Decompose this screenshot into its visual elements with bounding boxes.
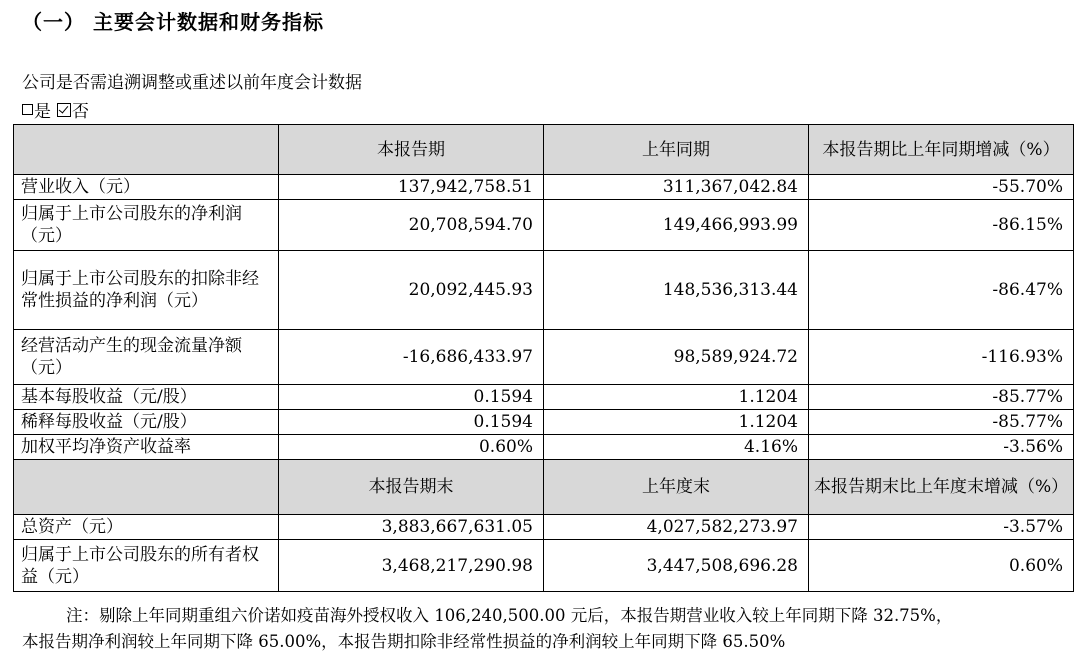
row-label: 经营活动产生的现金流量净额（元） <box>14 330 279 385</box>
row-label: 基本每股收益（元/股） <box>14 385 279 410</box>
row-label: 营业收入（元） <box>14 175 279 200</box>
current-value: 20,708,594.70 <box>279 200 544 251</box>
current-value: 20,092,445.93 <box>279 251 544 330</box>
current-value: 137,942,758.51 <box>279 175 544 200</box>
table-row <box>14 540 1074 592</box>
header-current-period: 本报告期 <box>279 125 544 175</box>
table-row <box>14 175 1074 200</box>
restatement-answer <box>22 97 89 122</box>
current-value: 3,883,667,631.05 <box>279 515 544 540</box>
current-value: 0.60% <box>279 435 544 460</box>
restatement-question: 公司是否需追溯调整或重述以前年度会计数据 <box>22 73 362 93</box>
table-row <box>14 435 1074 460</box>
header-prior-year-end: 上年度末 <box>544 460 809 515</box>
answer-no-label: 否 <box>72 102 89 122</box>
change-value: -85.77% <box>809 410 1074 435</box>
current-value: 0.1594 <box>279 410 544 435</box>
current-value: -16,686,433.97 <box>279 330 544 385</box>
checkbox-yes[interactable] <box>22 104 33 115</box>
header-blank <box>14 125 279 175</box>
row-label: 归属于上市公司股东的净利润（元） <box>14 200 279 251</box>
table-row <box>14 251 1074 330</box>
header-change-pct: 本报告期比上年同期增减（%） <box>809 125 1074 175</box>
row-label: 加权平均净资产收益率 <box>14 435 279 460</box>
footnote-line-1: 注：剔除上年同期重组六价诺如疫苗海外授权收入 106,240,500.00 元后，本报告期营业收入较上年同期下降 32.75%， <box>66 606 953 625</box>
previous-value: 1.1204 <box>544 410 809 435</box>
change-value: -85.77% <box>809 385 1074 410</box>
header-period-end: 本报告期末 <box>279 460 544 515</box>
change-value: -86.15% <box>809 200 1074 251</box>
row-label: 稀释每股收益（元/股） <box>14 410 279 435</box>
previous-value: 3,447,508,696.28 <box>544 540 809 592</box>
header-change-pct: 本报告期末比上年度末增减（%） <box>809 460 1074 515</box>
change-value: -86.47% <box>809 251 1074 330</box>
row-label: 归属于上市公司股东的所有者权益（元） <box>14 540 279 592</box>
financial-indicators-table <box>13 124 1074 592</box>
previous-value: 148,536,313.44 <box>544 251 809 330</box>
row-label: 总资产（元） <box>14 515 279 540</box>
previous-value: 4.16% <box>544 435 809 460</box>
table-row <box>14 385 1074 410</box>
answer-yes-label: 是 <box>34 102 51 122</box>
change-value: -3.56% <box>809 435 1074 460</box>
previous-value: 98,589,924.72 <box>544 330 809 385</box>
table1-header-row <box>14 125 1074 175</box>
previous-value: 4,027,582,273.97 <box>544 515 809 540</box>
current-value: 3,468,217,290.98 <box>279 540 544 592</box>
current-value: 0.1594 <box>279 385 544 410</box>
previous-value: 311,367,042.84 <box>544 175 809 200</box>
table-row <box>14 515 1074 540</box>
header-prior-period: 上年同期 <box>544 125 809 175</box>
table-row <box>14 330 1074 385</box>
change-value: -3.57% <box>809 515 1074 540</box>
table-row <box>14 410 1074 435</box>
header-blank <box>14 460 279 515</box>
row-label: 归属于上市公司股东的扣除非经常性损益的净利润（元） <box>14 251 279 330</box>
section-title: （一） 主要会计数据和财务指标 <box>22 10 324 34</box>
table2-header-row <box>14 460 1074 515</box>
change-value: -55.70% <box>809 175 1074 200</box>
footnote-line-2: 本报告期净利润较上年同期下降 65.00%，本报告期扣除非经常性损益的净利润较上年同期下降 65.50% <box>22 632 786 651</box>
previous-value: 149,466,993.99 <box>544 200 809 251</box>
checkbox-no-checked[interactable] <box>57 103 71 117</box>
change-value: 0.60% <box>809 540 1074 592</box>
change-value: -116.93% <box>809 330 1074 385</box>
table-footnote <box>22 603 1078 655</box>
table-row <box>14 200 1074 251</box>
previous-value: 1.1204 <box>544 385 809 410</box>
